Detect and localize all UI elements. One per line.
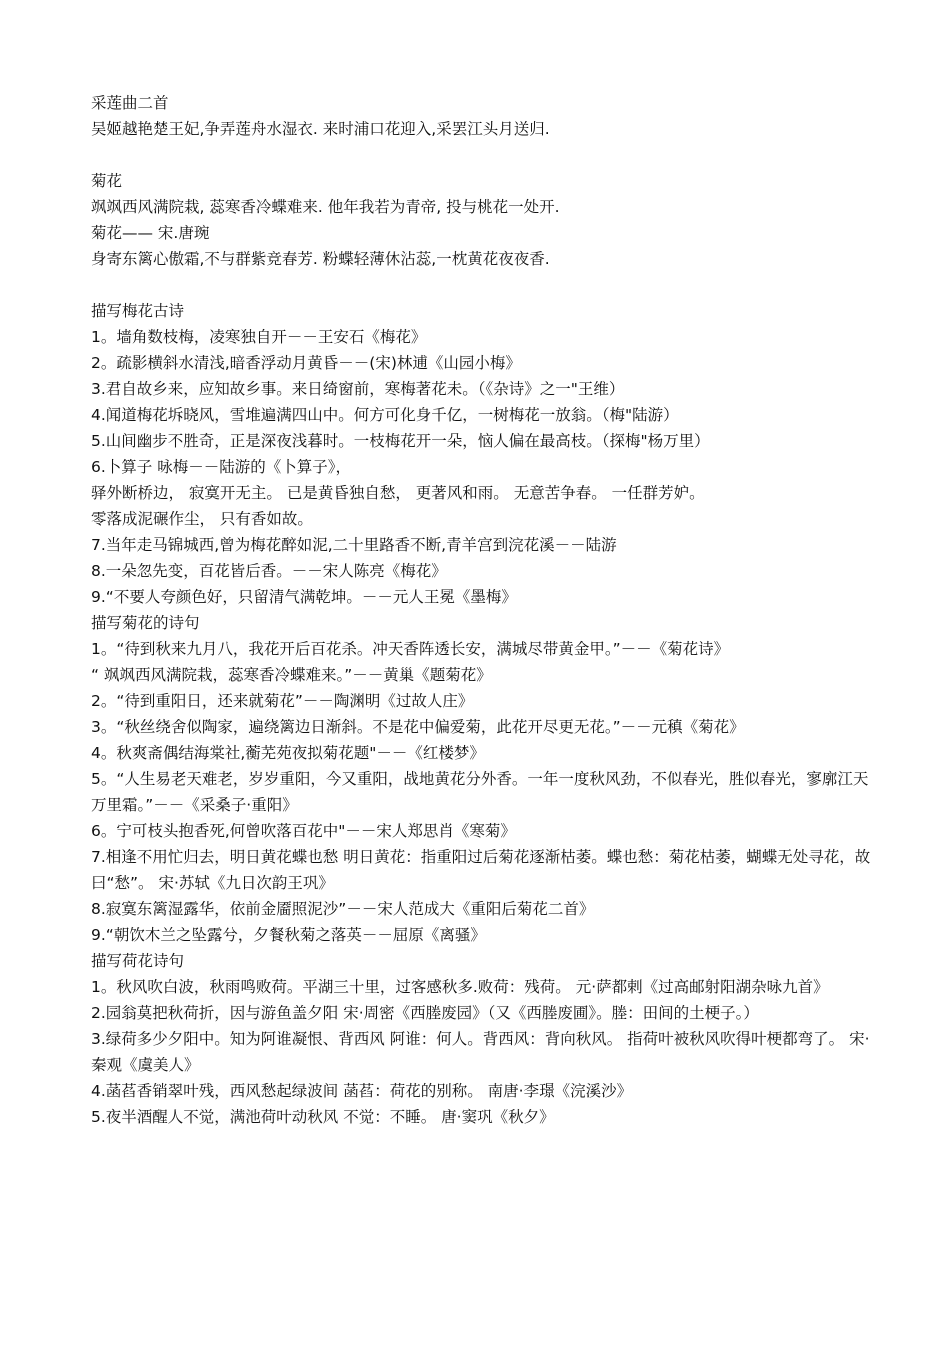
section-title-hehua: 描写荷花诗句 [91, 952, 185, 970]
list-item: “ 飒飒西风满院栽，蕊寒香冷蝶难来。”－－黄巢《题菊花》 [91, 666, 492, 684]
list-item: 5。“人生易老天难老，岁岁重阳，今又重阳，战地黄花分外香。一年一度秋风劲，不似春光，胜似春光，寥廓江天万里霜。”－－《采桑子·重阳》 [91, 770, 869, 814]
section-title-juhua: 菊花 [91, 172, 123, 190]
spacer [91, 142, 871, 168]
poem-title: 菊花—— 宋.唐琬 [91, 224, 210, 242]
section-title-meihua: 描写梅花古诗 [91, 302, 185, 320]
poem-line: 身寄东篱心傲霜,不与群紫竞春芳. 粉蝶轻薄休沾蕊,一枕黄花夜夜香. [91, 250, 550, 268]
list-item: 3。“秋丝绕舍似陶家，遍绕篱边日渐斜。不是花中偏爱菊，此花开尽更无花。”－－元稹《菊花》 [91, 718, 745, 736]
list-item: 零落成泥碾作尘， 只有香如故。 [91, 510, 313, 528]
list-item: 2.园翁莫把秋荷折，因与游鱼盖夕阳 宋·周密《西塍废园》（又《西塍废圃》。塍：田间的土梗子。） [91, 1004, 759, 1022]
poem-line: 飒飒西风满院栽, 蕊寒香冷蝶难来. 他年我若为青帝, 投与桃花一处开. [91, 198, 560, 216]
section-title-cailian: 采莲曲二首 [91, 94, 169, 112]
list-item: 8.寂寞东篱湿露华，依前金靥照泥沙”－－宋人范成大《重阳后菊花二首》 [91, 900, 595, 918]
document-body [91, 90, 871, 1130]
list-item: 1。秋风吹白波，秋雨鸣败荷。平湖三十里，过客感秋多.败荷：残荷。 元·萨都剌《过高邮射阳湖杂咏九首》 [91, 978, 829, 996]
list-item: 7.相逢不用忙归去，明日黄花蝶也愁 明日黄花：指重阳过后菊花逐渐枯萎。蝶也愁：菊花枯萎，蝴蝶无处寻花，故曰“愁”。 宋·苏轼《九日次韵王巩》 [91, 848, 871, 892]
poem-line: 吴姬越艳楚王妃,争弄莲舟水湿衣. 来时浦口花迎入,采罢江头月送归. [91, 120, 550, 138]
list-item: 7.当年走马锦城西,曾为梅花醉如泥,二十里路香不断,青羊宫到浣花溪－－陆游 [91, 536, 617, 554]
list-item: 5.山间幽步不胜奇，正是深夜浅暮时。一枝梅花开一朵，恼人偏在最高枝。（探梅"杨万里） [91, 432, 710, 450]
list-item: 1。墙角数枝梅，凌寒独自开－－王安石《梅花》 [91, 328, 427, 346]
list-item: 6。宁可枝头抱香死,何曾吹落百花中"－－宋人郑思肖《寒菊》 [91, 822, 516, 840]
section-title-juhua-poems: 描写菊花的诗句 [91, 614, 200, 632]
list-item: 6.卜算子 咏梅－－陆游的《卜算子》， [91, 458, 351, 476]
list-item: 4.菡萏香销翠叶残，西风愁起绿波间 菡萏：荷花的别称。 南唐·李璟《浣溪沙》 [91, 1082, 633, 1100]
list-item: 3.绿荷多少夕阳中。知为阿谁凝恨、背西风 阿谁：何人。背西风：背向秋风。 指荷叶被秋风吹得叶梗都弯了。 宋·秦观《虞美人》 [91, 1030, 870, 1074]
list-item: 驿外断桥边， 寂寞开无主。 已是黄昏独自愁， 更著风和雨。 无意苦争春。 一任群芳妒。 [91, 484, 705, 502]
list-item: 1。“待到秋来九月八，我花开后百花杀。冲天香阵透长安，满城尽带黄金甲。”－－《菊花诗》 [91, 640, 730, 658]
list-item: 5.夜半酒醒人不觉，满池荷叶动秋风 不觉：不睡。 唐·窦巩《秋夕》 [91, 1108, 555, 1126]
list-item: 9.“不要人夸颜色好，只留清气满乾坤。－－元人王冕《墨梅》 [91, 588, 517, 606]
list-item: 4.闻道梅花坼晓风，雪堆遍满四山中。何方可化身千亿，一树梅花一放翁。（梅"陆游） [91, 406, 679, 424]
list-item: 4。秋爽斋偶结海棠社,蘅芜苑夜拟菊花题"－－《红楼梦》 [91, 744, 485, 762]
spacer [91, 272, 871, 298]
list-item: 2。“待到重阳日，还来就菊花”－－陶渊明《过故人庄》 [91, 692, 474, 710]
list-item: 8.一朵忽先变，百花皆后香。－－宋人陈亮《梅花》 [91, 562, 447, 580]
list-item: 2。疏影横斜水清浅,暗香浮动月黄昏－－(宋)林逋《山园小梅》 [91, 354, 521, 372]
list-item: 3.君自故乡来，应知故乡事。来日绮窗前，寒梅著花未。（《杂诗》之一"王维） [91, 380, 625, 398]
list-item: 9.“朝饮木兰之坠露兮，夕餐秋菊之落英－－屈原《离骚》 [91, 926, 486, 944]
